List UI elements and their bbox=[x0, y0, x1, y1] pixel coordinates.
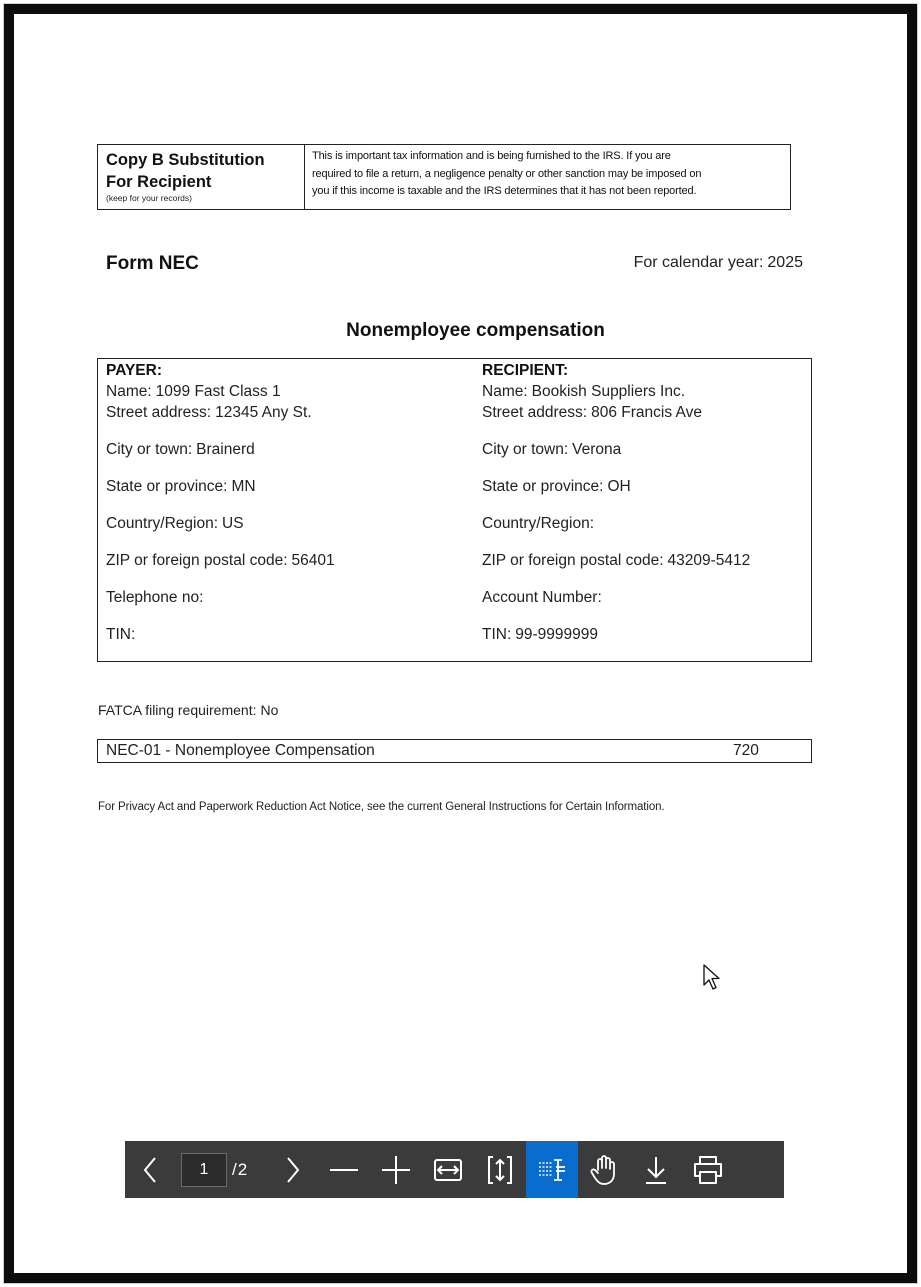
chevron-right-icon bbox=[281, 1155, 303, 1185]
field-label: Name: bbox=[106, 383, 152, 400]
field-value: 806 Francis Ave bbox=[591, 404, 702, 421]
copy-b-keep-note: (keep for your records) bbox=[106, 193, 192, 203]
print-button[interactable] bbox=[682, 1141, 734, 1198]
field-value: Bookish Suppliers Inc. bbox=[531, 383, 686, 400]
recipient-city bbox=[482, 439, 750, 460]
field-label: TIN: bbox=[482, 626, 512, 643]
document-page bbox=[14, 14, 907, 1273]
field-label: Account Number: bbox=[482, 589, 602, 606]
download-icon bbox=[641, 1154, 671, 1186]
field-value: 1099 Fast Class 1 bbox=[155, 383, 281, 400]
recipient-account-number bbox=[482, 587, 750, 608]
page-total bbox=[232, 1160, 262, 1180]
field-value: Brainerd bbox=[196, 441, 255, 458]
recipient-name bbox=[482, 381, 750, 402]
fit-page-button[interactable] bbox=[474, 1141, 526, 1198]
download-button[interactable] bbox=[630, 1141, 682, 1198]
field-label: State or province: bbox=[106, 478, 228, 495]
field-label: ZIP or foreign postal code: bbox=[482, 552, 664, 569]
field-value: OH bbox=[607, 478, 631, 495]
field-label: City or town: bbox=[106, 441, 193, 458]
zoom-out-button[interactable] bbox=[318, 1141, 370, 1198]
text-select-icon bbox=[536, 1155, 568, 1185]
payer-country bbox=[106, 513, 335, 534]
payer-state bbox=[106, 476, 335, 497]
payer-name bbox=[106, 381, 335, 402]
calendar-year-value: 2025 bbox=[767, 254, 803, 271]
field-label: Street address: bbox=[106, 404, 212, 421]
calendar-year bbox=[634, 254, 803, 272]
next-page-button[interactable] bbox=[266, 1141, 318, 1198]
recipient-heading: RECIPIENT: bbox=[482, 362, 569, 379]
printer-icon bbox=[691, 1154, 725, 1186]
payer-recipient-box bbox=[97, 358, 812, 662]
copy-b-notice bbox=[305, 145, 790, 209]
mouse-pointer-icon bbox=[702, 963, 722, 991]
page-number-input[interactable] bbox=[181, 1153, 227, 1187]
fatca-value: No bbox=[260, 702, 279, 718]
fatca-requirement bbox=[98, 702, 278, 718]
privacy-notice: For Privacy Act and Paperwork Reduction Act Notice, see the current General Instructions for Certain Information. bbox=[98, 801, 665, 813]
page-separator: / bbox=[232, 1159, 237, 1179]
nec-amount-row bbox=[97, 739, 812, 763]
nec-label: NEC-01 - Nonemployee Compensation bbox=[106, 742, 375, 759]
copy-b-title-line2: For Recipient bbox=[106, 173, 212, 191]
field-label: City or town: bbox=[482, 441, 569, 458]
field-label: Telephone no: bbox=[106, 589, 204, 606]
payer-column bbox=[106, 361, 335, 645]
recipient-state bbox=[482, 476, 750, 497]
previous-page-button[interactable] bbox=[125, 1141, 177, 1198]
recipient-zip bbox=[482, 550, 750, 571]
fit-width-button[interactable] bbox=[422, 1141, 474, 1198]
field-label: Street address: bbox=[482, 404, 588, 421]
fit-page-icon bbox=[485, 1155, 515, 1185]
hand-icon bbox=[589, 1154, 619, 1186]
pdf-toolbar bbox=[125, 1141, 784, 1198]
field-label: Name: bbox=[482, 383, 528, 400]
payer-city bbox=[106, 439, 335, 460]
copy-b-notice-line: This is important tax information and is being furnished to the IRS. If you are bbox=[312, 150, 671, 162]
recipient-column bbox=[482, 361, 750, 645]
text-select-button[interactable] bbox=[526, 1141, 578, 1198]
copy-b-header-box bbox=[97, 144, 791, 210]
field-value: 43209-5412 bbox=[667, 552, 751, 569]
plus-icon bbox=[381, 1155, 411, 1185]
minus-icon bbox=[329, 1155, 359, 1185]
copy-b-notice-line: required to file a return, a negligence penalty or other sanction may be imposed on bbox=[312, 167, 702, 180]
nec-value: 720 bbox=[733, 742, 759, 759]
payer-tin bbox=[106, 624, 335, 645]
recipient-tin bbox=[482, 624, 750, 645]
payer-street bbox=[106, 402, 335, 423]
field-label: Country/Region: bbox=[482, 515, 595, 532]
section-title: Nonemployee compensation bbox=[346, 320, 605, 341]
fatca-label: FATCA filing requirement: bbox=[98, 702, 257, 718]
copy-b-title-cell bbox=[98, 145, 305, 209]
field-value: 99-9999999 bbox=[515, 626, 599, 643]
copy-b-notice-line: you if this income is taxable and the IRS determines that it has not been reported. bbox=[312, 185, 697, 197]
field-value: US bbox=[222, 515, 244, 532]
field-label: Country/Region: bbox=[106, 515, 219, 532]
field-label: ZIP or foreign postal code: bbox=[106, 552, 288, 569]
field-value: 56401 bbox=[291, 552, 335, 569]
page-total-value: 2 bbox=[237, 1159, 248, 1179]
copy-b-title-line1: Copy B Substitution bbox=[106, 151, 265, 169]
zoom-in-button[interactable] bbox=[370, 1141, 422, 1198]
pan-tool-button[interactable] bbox=[578, 1141, 630, 1198]
payer-telephone bbox=[106, 587, 335, 608]
form-title: Form NEC bbox=[106, 253, 199, 274]
document-viewer-frame bbox=[4, 4, 917, 1283]
fit-width-icon bbox=[433, 1156, 463, 1184]
field-label: State or province: bbox=[482, 478, 604, 495]
field-value: MN bbox=[231, 478, 256, 495]
field-value: 12345 Any St. bbox=[215, 404, 312, 421]
page-navigator bbox=[181, 1141, 262, 1198]
field-value: Verona bbox=[572, 441, 622, 458]
calendar-year-label: For calendar year: bbox=[633, 254, 764, 271]
recipient-street bbox=[482, 402, 750, 423]
payer-zip bbox=[106, 550, 335, 571]
recipient-country bbox=[482, 513, 750, 534]
chevron-left-icon bbox=[140, 1155, 162, 1185]
field-label: TIN: bbox=[106, 626, 136, 643]
payer-heading: PAYER: bbox=[106, 362, 162, 379]
